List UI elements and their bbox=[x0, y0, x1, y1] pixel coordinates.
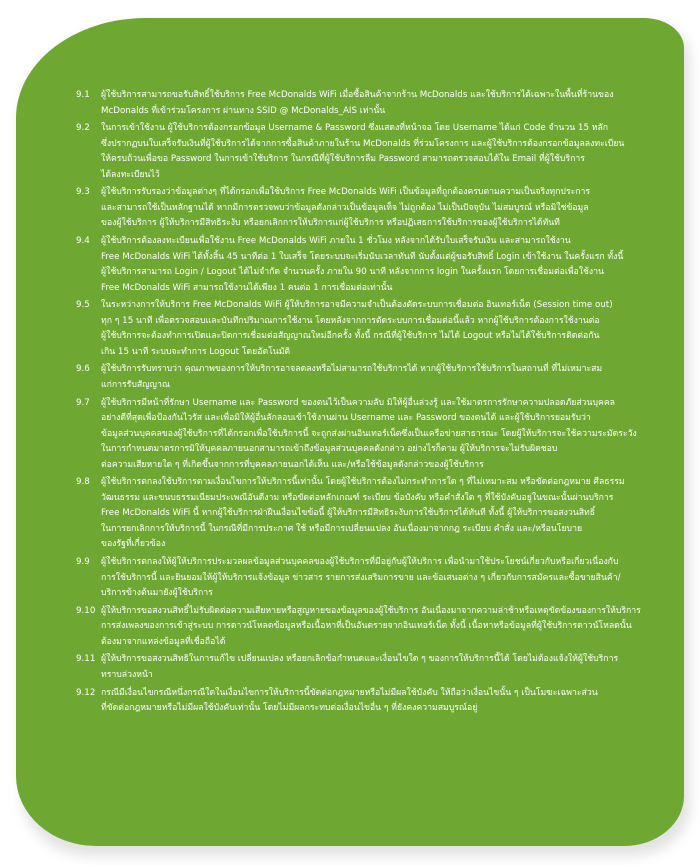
term-text-line: ให้ครบถ้วนเพื่อขอ Password ในการเข้าใช้บริการ ในกรณีที่ผู้ใช้บริการลืม Password สามารถตรวจสอบได้ใน Email ที่ผู้ใช้บริการ bbox=[101, 154, 585, 165]
term-text bbox=[101, 555, 646, 602]
term-number: 9.1 bbox=[76, 90, 90, 100]
term-number: 9.8 bbox=[76, 477, 90, 488]
terms-list bbox=[76, 88, 646, 719]
term-text bbox=[101, 652, 646, 683]
term-text-line: การส่งเพลงของการเข้าสู่ระบบ การดาวน์โหลดข้อมูลหรือเนื้อหาที่เป็นอันตรายจากอินเทอร์เน็ต ทั้งนี้ เนื้อหาหรือข้อมูลที่ผู้ใช้บริการดาวน์โหลดนั้น bbox=[101, 621, 632, 632]
term-text-line: ของรัฐที่เกี่ยวข้อง bbox=[101, 539, 166, 550]
term-text bbox=[101, 234, 646, 296]
term-number: 9.3 bbox=[76, 187, 90, 198]
term-number: 9.2 bbox=[76, 123, 90, 134]
term-item bbox=[76, 396, 646, 474]
term-item bbox=[76, 686, 646, 717]
term-item bbox=[76, 88, 646, 119]
term-number: 9.7 bbox=[76, 397, 90, 408]
term-text bbox=[101, 686, 646, 717]
term-text-line: ผู้ใช้บริการต้องลงทะเบียนเพื่อใช้งาน Free McDonalds WiFi ภายใน 1 ชั่วโมง หลังจากได้รับใบเสร็จรับเงิน และสามารถใช้งาน bbox=[101, 236, 571, 247]
term-text-line: ซึ่งปรากฏบนใบเสร็จรับเงินที่ผู้ใช้บริการได้จากการซื้อสินค้าภายในร้าน McDonalds ที่ร่วมโครงการ และผู้ใช้บริการต้องกรอกข้อมูลลงทะเบียน bbox=[101, 138, 625, 149]
term-number: 9.4 bbox=[76, 236, 90, 247]
term-text-line: แก่การรับสัญญาณ bbox=[101, 379, 170, 390]
terms-card bbox=[16, 18, 684, 846]
term-text bbox=[101, 396, 646, 474]
term-text-line: ผู้ใช้บริการจะต้องทำการเปิดและปิดการเชื่อมต่อสัญญาณใหม่อีกครั้ง ทั้งนี้ กรณีที่ผู้ใช้บริการ ไม่ได้ Logout หรือไม่ได้ใช้บริการติดต่อกัน bbox=[101, 331, 600, 342]
term-text-line: ในการเข้าใช้งาน ผู้ใช้บริการต้องกรอกข้อมูล Username & Password ซึ่งแสดงที่หน้าจอ โดย Username ได้แก่ Code จำนวน 15 หลัก bbox=[101, 123, 609, 134]
term-text-line: ผู้ใช้บริการมีหน้าที่รักษา Username และ Password ของตนไว้เป็นความลับ มิให้ผู้อื่นล่วงรู้ และใช้มาตรการรักษาความปลอดภัยส่วนบุคคล bbox=[101, 397, 615, 408]
term-text bbox=[101, 185, 646, 232]
term-text-line: และสามารถใช้เป็นหลักฐานได้ หากมีการตรวจพบว่าข้อมูลดังกล่าวเป็นข้อมูลเท็จ ไม่ถูกต้อง ไม่เป็นปัจจุบัน ไม่สมบูรณ์ หรือมิใช่ข้อมูล bbox=[101, 202, 589, 213]
term-text bbox=[101, 604, 646, 651]
term-text-line: ของผู้ใช้บริการ ผู้ให้บริการมีสิทธิระงับ หรือยกเลิกการให้บริการแก่ผู้ใช้บริการ หรือปฏิเสธการใช้บริการของผู้ใช้บริการได้ทันที bbox=[101, 218, 560, 229]
term-text bbox=[101, 362, 646, 393]
term-text bbox=[101, 121, 646, 183]
term-number: 9.5 bbox=[76, 300, 90, 311]
term-item bbox=[76, 652, 646, 683]
term-item bbox=[76, 555, 646, 602]
term-text-line: ผู้ใช้บริการรับทราบว่า คุณภาพของการให้บริการอาจลดลงหรือไม่สามารถใช้บริการได้ หากผู้ใช้บริการใช้บริการในสถานที่ ที่ไม่เหมาะสม bbox=[101, 364, 603, 375]
term-text bbox=[101, 298, 646, 360]
term-text-line: ทราบล่วงหน้า bbox=[101, 669, 153, 680]
term-text-line: เกิน 15 นาที ระบบจะทำการ Logout โดยอัตโนมัติ bbox=[101, 346, 291, 357]
term-text bbox=[101, 475, 646, 553]
term-item bbox=[76, 475, 646, 553]
term-text-line: ผู้ใช้บริการสามารถ Login / Logout ได้ไม่จำกัด จำนวนครั้ง ภายใน 90 นาที หลังจากการ login ในครั้งแรก โดยการเชื่อมต่อเพื่อใช้งาน bbox=[101, 267, 604, 278]
term-item bbox=[76, 234, 646, 296]
term-item bbox=[76, 185, 646, 232]
term-number: 9.10 bbox=[76, 605, 96, 616]
term-text-line: ผู้ให้บริการขอสงวนสิทธิในการแก้ไข เปลี่ยนแปลง หรือยกเลิกข้อกำหนดและเงื่อนไขใด ๆ ของการให้บริการนี้ได้ โดยไม่ต้องแจ้งให้ผู้ใช้บริการ bbox=[101, 654, 619, 665]
term-text-line: กรณีมีเงื่อนไขกรณีหนึ่งกรณีใดในเงื่อนไขการให้บริการนี้ขัดต่อกฎหมายหรือไม่มีผลใช้บังคับ ให้ถือว่าเงื่อนไขนั้น ๆ เป็นโมฆะเฉพาะส่วน bbox=[101, 687, 598, 698]
term-number: 9.6 bbox=[76, 364, 90, 375]
term-text-line: ในการยกเลิกการให้บริการนี้ ในกรณีที่มีการประกาศ ใช้ หรือมีการเปลี่ยนแปลง อันเนื่องมาจากกฎ ระเบียบ คำสั่ง และ/หรือนโยบาย bbox=[101, 523, 583, 534]
term-text-line: Free McDonalds WiFi นี้ หากผู้ใช้บริการฝ่าฝืนเงื่อนไขข้อนี้ ผู้ให้บริการมีสิทธิระงับการใช้บริการได้ทันที ทั้งนี้ ผู้ให้บริการขอสงวนสิทธิ์ bbox=[101, 508, 596, 519]
term-text-line: ผู้ให้บริการขอสงวนสิทธิ์ไม่รับผิดต่อความเสียหายหรือสูญหายของข้อมูลของผู้ใช้บริการ อันเนื่องมาจากความล่าช้าหรือเหตุขัดข้องของการให้บริการ bbox=[101, 605, 641, 616]
term-text-line: วัฒนธรรม และขนบธรรมเนียมประเพณีอันดีงาม หรือขัดต่อหลักเกณฑ์ ระเบียบ ข้อบังคับ หรือคำสั่งใด ๆ ที่ใช้บังคับอยู่ในขณะนั้นผ่านบริการ bbox=[101, 492, 614, 503]
term-text-line: การใช้บริการนี้ และยินยอมให้ผู้ให้บริการแจ้งข้อมูล ข่าวสาร รายการส่งเสริมการขาย และข้อเสนอต่าง ๆ เกี่ยวกับการสมัครและซื้อขายสินค้า/ bbox=[101, 572, 621, 583]
term-text-line: Free McDonalds WiFi ได้ทั้งสิ้น 45 นาทีต่อ 1 ใบเสร็จ โดยระบบจะเริ่มนับเวลาทันที นับตั้งแต่ผู้ขอรับสิทธิ์ Login เข้าใช้งาน ในครั้งแรก ทั้งนี้ bbox=[101, 251, 624, 262]
term-item bbox=[76, 604, 646, 651]
term-text-line: ข้อมูลส่วนบุคคลของผู้ใช้บริการที่ได้กรอกเพื่อใช้บริการนี้ จะถูกส่งผ่านอินเทอร์เน็ตซึ่งเป็นเครือข่ายสาธารณะ โดยผู้ให้บริการจะใช้ความระมัดระวัง bbox=[101, 428, 637, 439]
term-text-line: McDonalds ที่เข้าร่วมโครงการ ผ่านทาง SSID @ McDonalds_AIS เท่านั้น bbox=[101, 105, 386, 116]
term-text bbox=[101, 88, 646, 119]
term-text-line: ผู้ใช้บริการรับรองว่าข้อมูลต่างๆ ที่ได้กรอกเพื่อใช้บริการ Free McDonalds WiFi เป็นข้อมูลที่ถูกต้องครบตามความเป็นจริงทุกประการ bbox=[101, 187, 591, 198]
term-text-line: ได้ลงทะเบียนไว้ bbox=[101, 169, 160, 180]
term-number: 9.9 bbox=[76, 557, 90, 567]
term-item bbox=[76, 121, 646, 183]
term-text-line: อย่างดีที่สุดเพื่อป้องกันไวรัส และเพื่อมิให้ผู้อื่นลักลอบเข้าใช้งานผ่าน Username และ Password ของตนได้ และผู้ใช้บริการยอมรับว่า bbox=[101, 413, 591, 424]
term-text-line: ในการกำหนดมาตรการมิให้บุคคลภายนอกสามารถเข้าถึงข้อมูลส่วนบุคคลดังกล่าว อย่างไรก็ตาม ผู้ให้บริการจะไม่รับผิดชอบ bbox=[101, 444, 558, 455]
term-text-line: ต่อความเสียหายใด ๆ ที่เกิดขึ้นจากการที่บุคคลภายนอกได้เห็น และ/หรือใช้ข้อมูลดังกล่าวของผู้ใช้บริการ bbox=[101, 459, 484, 470]
term-text-line: ในระหว่างการให้บริการ Free McDonalds WiFi ผู้ให้บริการอาจมีความจำเป็นต้องตัดระบบการเชื่อมต่อ อินเทอร์เน็ต (Session time out) bbox=[101, 300, 613, 311]
term-text-line: ผู้ใช้บริการตกลงให้ผู้ให้บริการประมวลผลข้อมูลส่วนบุคคลของผู้ใช้บริการที่มีอยู่กับผู้ให้บริการ เพื่อนำมาใช้ประโยชน์เกี่ยวกับหรือเกี่ยวเนื่องกับ bbox=[101, 557, 619, 567]
term-text-line: ผู้ใช้บริการสามารถขอรับสิทธิ์ใช้บริการ Free McDonalds WiFi เมื่อซื้อสินค้าจากร้าน McDonalds และใช้บริการได้เฉพาะในพื้นที่ร้านของ bbox=[101, 90, 614, 100]
term-text-line: ทุก ๆ 15 นาที เพื่อตรวจสอบและบันทึกปริมาณการใช้งาน โดยหลังจากการตัดระบบการเชื่อมต่อนี้แล้ว หากผู้ใช้บริการต้องการใช้งานต่อ bbox=[101, 315, 600, 326]
term-text-line: บริการข้างต้นมายังผู้ใช้บริการ bbox=[101, 588, 213, 598]
term-item bbox=[76, 362, 646, 393]
term-number: 9.12 bbox=[76, 687, 96, 698]
term-number: 9.11 bbox=[76, 654, 96, 665]
term-text-line: ที่ขัดต่อกฎหมายหรือไม่มีผลใช้บังคับเท่านั้น โดยไม่มีผลกระทบต่อเงื่อนไขอื่น ๆ ที่ยังคงความสมบูรณ์อยู่ bbox=[101, 703, 478, 714]
term-text-line: Free McDonalds WiFi สามารถใช้งานได้เพียง 1 คนต่อ 1 การเชื่อมต่อเท่านั้น bbox=[101, 282, 393, 293]
term-text-line: ผู้ใช้บริการตกลงใช้บริการตามเงื่อนไขการให้บริการนี้เท่านั้น โดยผู้ใช้บริการต้องไม่กระทำการใด ๆ ที่ไม่เหมาะสม หรือขัดต่อกฎหมาย ศีลธรรม bbox=[101, 477, 625, 488]
term-item bbox=[76, 298, 646, 360]
term-text-line: ต้องมาจากแหล่งข้อมูลที่เชื่อถือได้ bbox=[101, 636, 226, 647]
